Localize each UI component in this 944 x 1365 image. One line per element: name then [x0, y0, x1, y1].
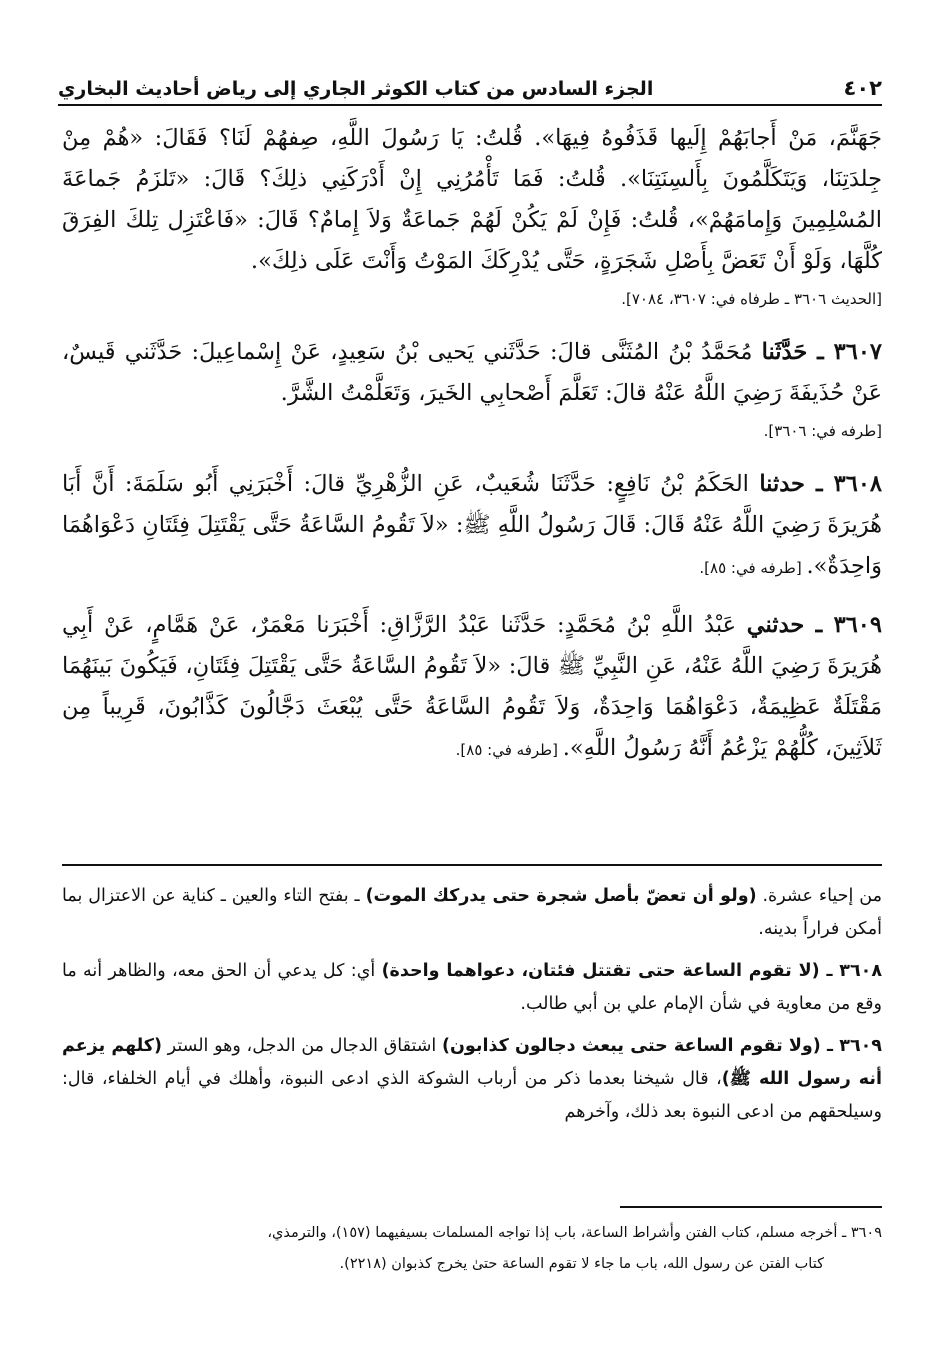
commentary-3608 — [62, 955, 882, 1021]
page-header — [58, 62, 882, 106]
page-number: ٤٠٢ — [843, 76, 882, 100]
hadith-3608-text: الحَكَمُ بْنُ نَافِعٍ: حَدَّثَنَا شُعَيبٌ، عَنِ الزُّهْرِيِّ قالَ: أَخْبَرَنِي أَبُو سَلَمَةَ: أَنَّ أَبَا هُرَيرَةَ رَضِيَ اللَّهُ عَنْهُ قَالَ: قَالَ رَسُولُ اللَّهِ ﷺ: «لاَ تَقُومُ السَّاعَةُ حَتَّى يَقْتَتِلَ فِئَتَانِ دَعْوَاهُمَا وَاحِدَةٌ». — [61, 471, 882, 579]
cross-reference-3607: [طرفه في: ٣٦٠٦]. — [763, 422, 882, 440]
cross-reference-3606: [الحديث ٣٦٠٦ ـ طرفاه في: ٣٦٠٧، ٧٠٨٤]. — [621, 290, 882, 308]
hadith-3609 — [62, 605, 882, 771]
commentary-3609-explanation: اشتقاق الدجال من الدجل، وهو الستر — [161, 1036, 442, 1056]
footnote — [62, 1218, 882, 1280]
hadith-3607 — [62, 332, 882, 414]
hadith-3609-text: عَبْدُ اللَّهِ بْنُ مُحَمَّدٍ: حَدَّثَنا عَبْدُ الرَّزَّاقِ: أَخْبَرَنا مَعْمَرٌ، عَنْ هَمَّامٍ، عَنْ أَبِي هُرَيرَةَ رَضِيَ اللَّهُ عَنْهُ، عَنِ النَّبِيِّ ﷺ قالَ: «لاَ تَقُومُ السَّاعَةُ حَتَّى يَقْتَتِلَ فِئَتَانِ، فَيَكُونَ بَينَهُمَا مَقْتَلَةٌ عَظِيمَةٌ، دَعْوَاهُمَا وَاحِدَةٌ، وَلاَ تَقُومُ السَّاعَةُ حَتَّى يُبْعَثَ دَجَّالُونَ كَذَّابُونَ، قَرِيباً مِن ثَلاَثِينَ، كُلُّهُمْ يَزْعُمُ أَنَّهُ رَسُولُ اللَّهِ». — [62, 612, 882, 761]
commentary-3606-quote: (ولو أن تعضّ بأصل شجرة حتى يدركك الموت) — [365, 886, 757, 906]
footnote-line-1: ٣٦٠٩ ـ أخرجه مسلم، كتاب الفتن وأشراط الساعة، باب إذا تواجه المسلمات بسيفيهما (١٥٧)، والترمذي، — [267, 1225, 882, 1241]
footnote-divider — [620, 1206, 882, 1208]
text-commentary-divider — [62, 864, 882, 866]
commentary-3609-quote: ٣٦٠٩ ـ (ولا تقوم الساعة حتى يبعث دجالون كذابون) — [442, 1036, 882, 1056]
hadith-3608-heading: ٣٦٠٨ ـ حدثنا — [759, 471, 882, 497]
commentary-3606-lead: من إحياء عشرة. — [756, 886, 882, 906]
commentary-3609-explanation-2: ، قال شيخنا بعدما ذكر من أرباب الشوكة الذي ادعى النبوة، وأهلك في أيام الخلفاء، قال: وسيلحقهم من ادعى النبوة بعد ذلك، وآخرهم — [62, 1069, 882, 1122]
commentary-3608-quote: ٣٦٠٨ ـ (لا تقوم الساعة حتى تقتتل فئتان، دعواهما واحدة) — [381, 961, 883, 981]
commentary-3606 — [62, 880, 882, 946]
hadith-3608 — [62, 464, 882, 589]
commentary-3609-quote-2: (كلهم يزعم أنه رسول الله ﷺ) — [62, 1036, 882, 1089]
hadith-3607-heading: ٣٦٠٧ ـ حَدَّثَنا — [761, 339, 882, 365]
hadith-3609-heading: ٣٦٠٩ ـ حدثني — [746, 612, 882, 638]
footnote-line-2: كتاب الفتن عن رسول الله، باب ما جاء لا تقوم الساعة حتىٰ يخرج كذبوان (٢٢١٨). — [339, 1256, 824, 1272]
hadith-text-body — [62, 118, 882, 771]
cross-reference-3608: [طرفه في: ٨٥]. — [699, 559, 807, 577]
cross-reference-3609: [طرفه في: ٨٥]. — [455, 741, 563, 759]
commentary-3606-explanation: ـ بفتح التاء والعين ـ كناية عن الاعتزال بما أمكن فراراً بدينه. — [62, 886, 882, 939]
running-title: الجزء السادس من كتاب الكوثر الجاري إلى رياض أحاديث البخاري — [58, 78, 654, 100]
hadith-3607-text: مُحَمَّدُ بْنُ المُثَنَّى قالَ: حَدَّثَني يَحيى بْنُ سَعِيدٍ، عَنْ إِسْماعِيلَ: حَدَّثَني قَيسٌ، عَنْ حُذَيفَةَ رَضِيَ اللَّهُ عَنْهُ قالَ: تَعَلَّمَ أَصْحابِي الخَيرَ، وَتَعَلَّمْتُ الشَّرَّ. — [62, 339, 882, 406]
hadith-3606-continuation: جَهَنَّمَ، مَنْ أَجابَهُمْ إِلَيها قَذَفُوهُ فِيهَا». قُلتُ: يَا رَسُولَ اللَّهِ، صِفهُمْ لَنَا؟ فَقَالَ: «هُمْ مِنْ جِلدَتِنَا، وَيَتَكَلَّمُونَ بِأَلسِنَتِنَا». قُلتُ: فَمَا تَأْمُرُنِي إِنْ أَدْرَكَنِي ذلِكَ؟ قَالَ: «تَلزَمُ جَماعَةَ المُسْلِمِينَ وَإِمامَهُمْ»، قُلتُ: فَإِنْ لَمْ يَكُنْ لَهُمْ جَماعَةٌ وَلاَ إِمامٌ؟ قَالَ: «فَاعْتَزِل تِلكَ الفِرَقَ كُلَّهَا، وَلَوْ أَنْ تَعَضَّ بِأَصْلِ شَجَرَةٍ، حَتَّى يُدْرِكَكَ المَوْتُ وَأَنْتَ عَلَى ذلِكَ». — [62, 125, 882, 274]
commentary-section — [62, 880, 882, 1138]
commentary-3608-explanation: أي: كل يدعي أن الحق معه، والظاهر أنه ما وقع من معاوية في شأن الإمام علي بن أبي طالب. — [62, 961, 882, 1014]
commentary-3609 — [62, 1030, 882, 1129]
